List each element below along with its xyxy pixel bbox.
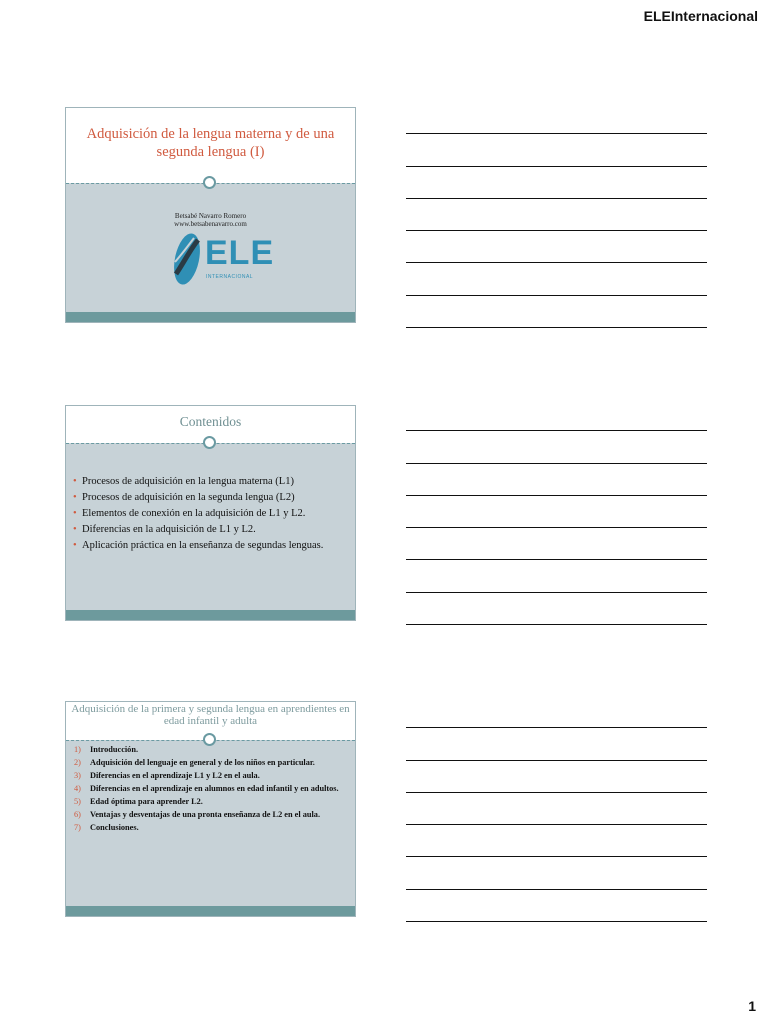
- list-item: • Aplicación práctica en la enseñanza de segundas lenguas.: [72, 539, 347, 552]
- item-text: Introducción.: [90, 745, 139, 754]
- item-number: 7): [74, 823, 81, 832]
- slide-2-title: Contenidos: [179, 414, 242, 429]
- list-item: [72, 745, 347, 755]
- header-brand: ELEInternacional: [643, 8, 758, 24]
- slide-3: [65, 701, 356, 917]
- page-number: 1: [748, 998, 756, 1014]
- note-lines-3: [406, 696, 707, 922]
- slide-1-author: [66, 212, 355, 228]
- item-number: 5): [74, 797, 81, 806]
- list-item: • Diferencias en la adquisición de L1 y L2.: [72, 523, 347, 536]
- note-lines-1: [406, 102, 707, 328]
- item-number: 4): [74, 784, 81, 793]
- slide-2: [65, 405, 356, 621]
- slide-footer-bar: [66, 610, 355, 620]
- item-number: 6): [74, 810, 81, 819]
- list-item: [72, 810, 347, 820]
- list-item: [72, 758, 347, 768]
- item-number: 1): [74, 745, 81, 754]
- item-number: 2): [74, 758, 81, 767]
- slide-footer-bar: [66, 906, 355, 916]
- item-text: Adquisición del lenguaje en general y de los niños en particular.: [90, 758, 315, 767]
- slide-footer-bar: [66, 312, 355, 322]
- item-text: Diferencias en el aprendizaje en alumnos en edad infantil y en adultos.: [90, 784, 339, 793]
- item-text: Edad óptima para aprender L2.: [90, 797, 203, 806]
- list-item: • Procesos de adquisición en la lengua materna (L1): [72, 475, 347, 488]
- list-item: [72, 823, 347, 833]
- item-number: 3): [74, 771, 81, 780]
- outline-list: [72, 745, 347, 836]
- slide-1-title: Adquisición de la lengua materna y de una segunda lengua (I): [86, 126, 335, 160]
- logo-subtext: INTERNACIONAL: [206, 274, 254, 280]
- list-item: [72, 784, 347, 794]
- list-item: [72, 797, 347, 807]
- note-lines-2: [406, 399, 707, 625]
- divider-circle-icon: [203, 436, 216, 449]
- ele-logo: [172, 232, 275, 286]
- logo-text: ELE: [205, 234, 275, 272]
- item-text: Conclusiones.: [90, 823, 139, 832]
- item-text: Ventajas y desventajas de una pronta enseñanza de L2 en el aula.: [90, 810, 321, 819]
- list-item: • Elementos de conexión en la adquisición de L1 y L2.: [72, 507, 347, 520]
- list-item: [72, 771, 347, 781]
- author-name: Betsabé Navarro Romero: [174, 212, 247, 220]
- divider-circle-icon: [203, 176, 216, 189]
- author-url: www.betsabenavarro.com: [174, 220, 247, 228]
- slide-1: [65, 107, 356, 323]
- list-item: • Procesos de adquisición en la segunda lengua (L2): [72, 491, 347, 504]
- slide-3-title: Adquisición de la primera y segunda lengua en aprendientes en edad infantil y adulta: [71, 703, 350, 727]
- item-text: Diferencias en el aprendizaje L1 y L2 en el aula.: [90, 771, 260, 780]
- contents-list: [72, 475, 347, 555]
